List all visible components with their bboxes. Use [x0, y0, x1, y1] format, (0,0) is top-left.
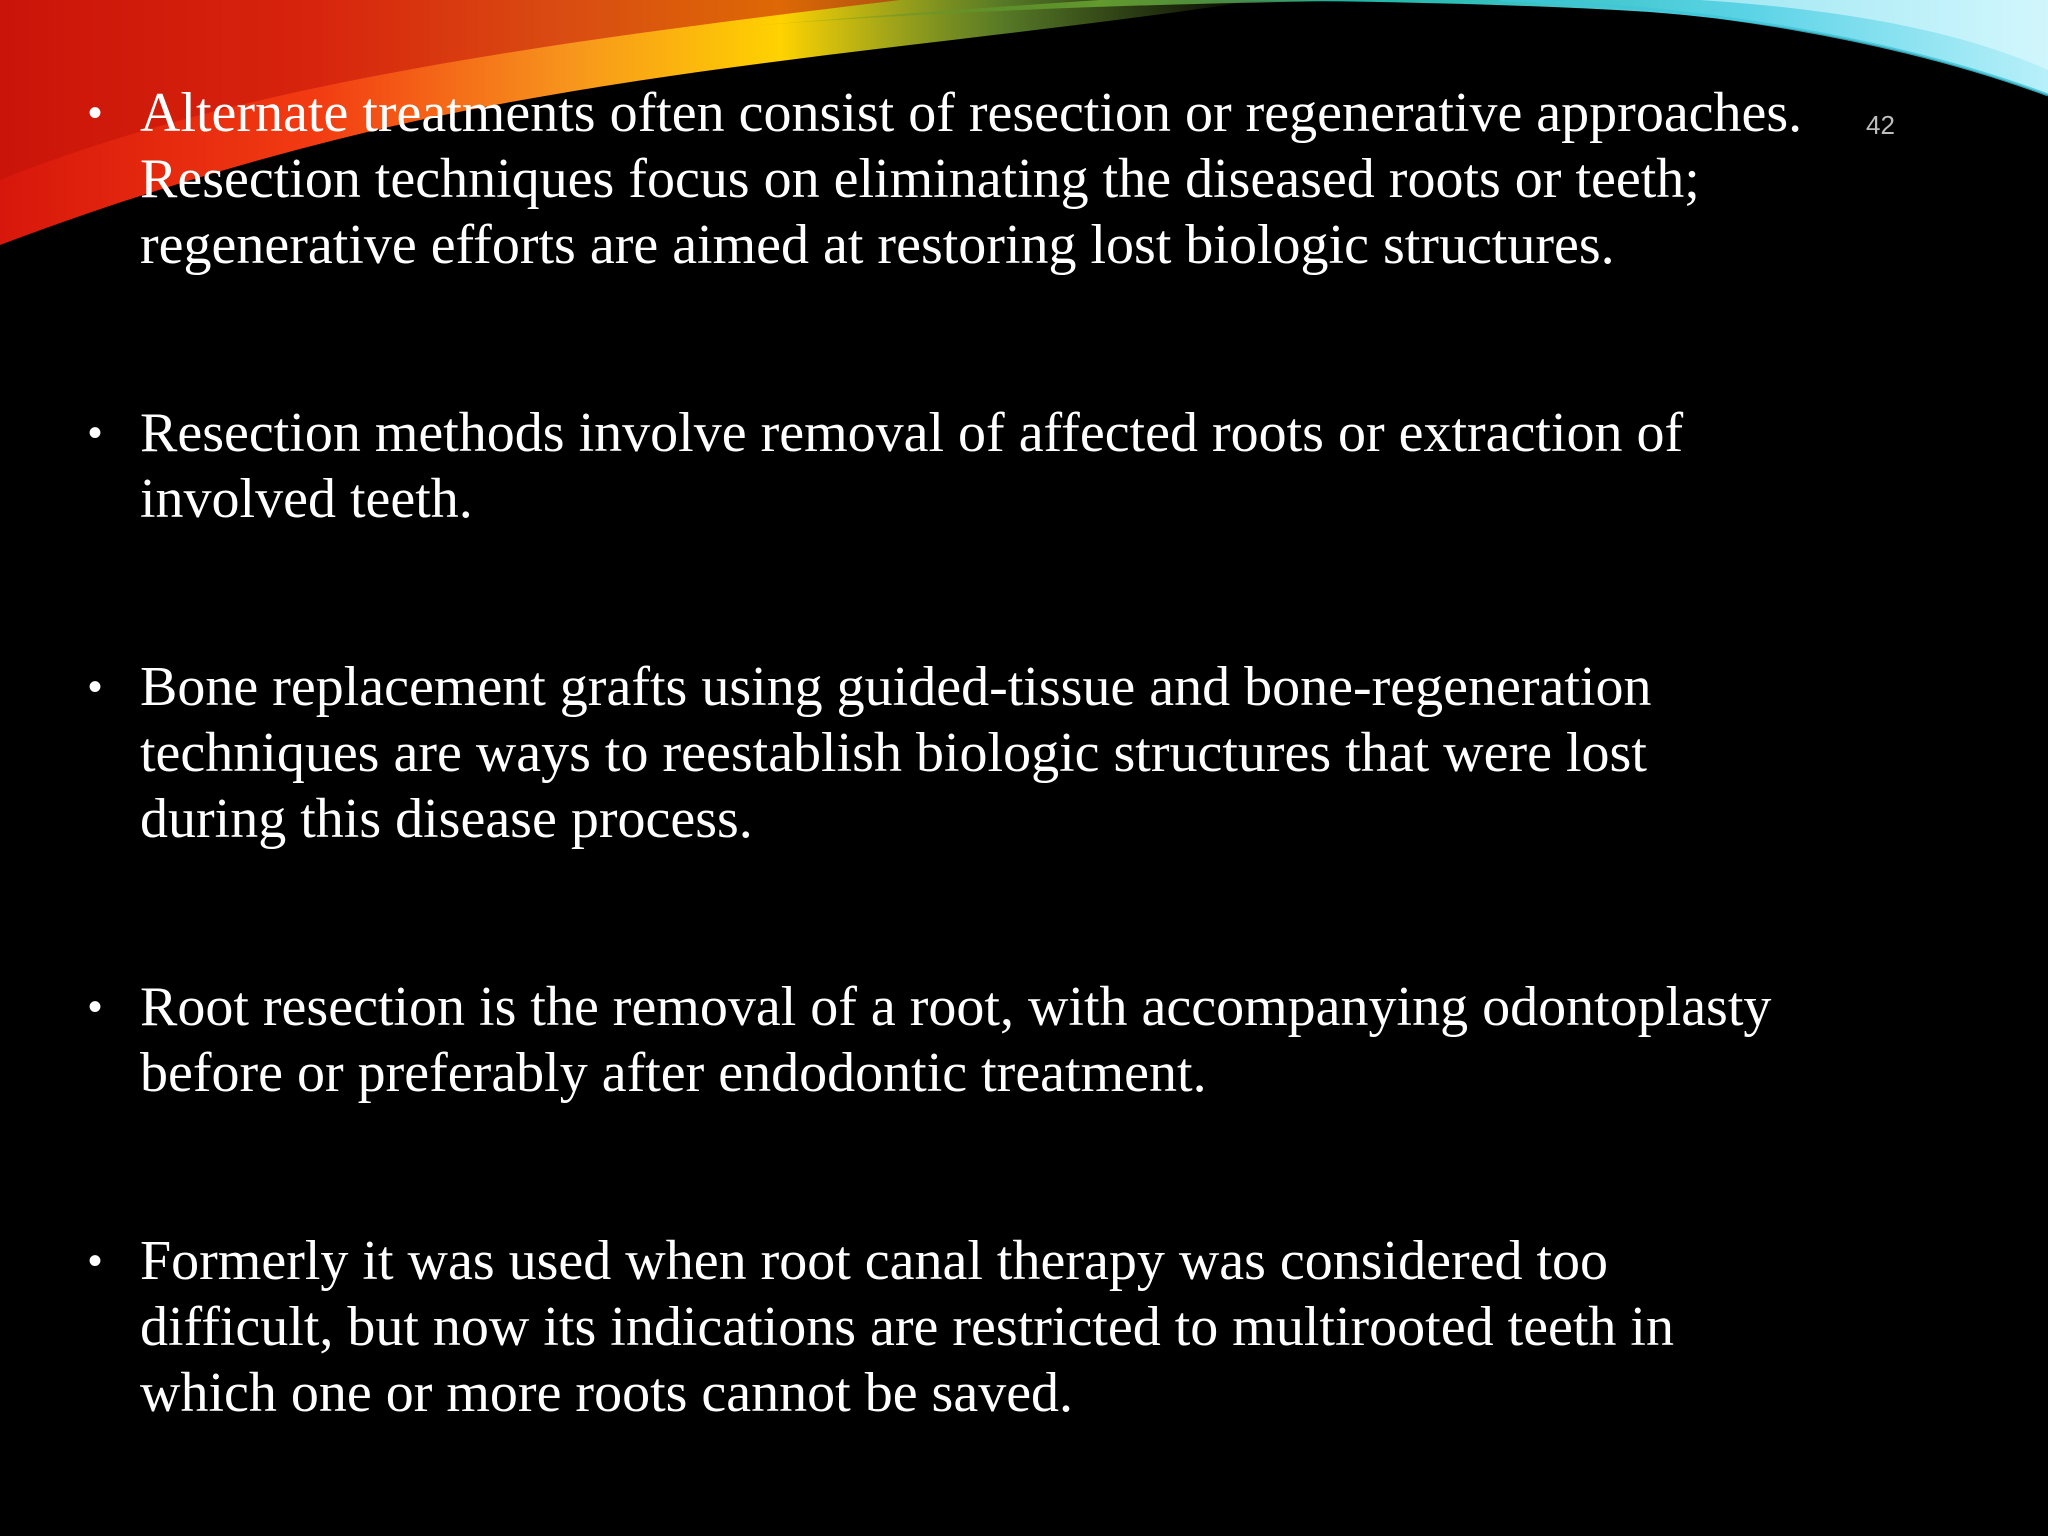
bullet-dot-icon: • — [88, 1239, 103, 1283]
bullet-list — [88, 80, 1988, 1426]
bullet-dot-icon: • — [88, 985, 103, 1029]
bullet-line: before or preferably after endodontic treatment. — [140, 1042, 1207, 1104]
bullet-item — [88, 974, 1988, 1106]
bullet-dot-icon: • — [88, 411, 103, 455]
bullet-item — [88, 80, 1988, 278]
bullet-item — [88, 400, 1988, 532]
bullet-line: regenerative efforts are aimed at restoring lost biologic structures. — [140, 214, 1615, 276]
bullet-line: techniques are ways to reestablish biologic structures that were lost — [140, 722, 1647, 784]
bullet-dot-icon: • — [88, 91, 103, 135]
bullet-line: Alternate treatments often consist of resection or regenerative approaches. — [140, 82, 1803, 144]
bullet-dot-icon: • — [88, 665, 103, 709]
bullet-line: involved teeth. — [140, 468, 473, 530]
bullet-line: difficult, but now its indications are restricted to multirooted teeth in — [140, 1296, 1674, 1358]
bullet-line: Resection techniques focus on eliminating the diseased roots or teeth; — [140, 148, 1700, 210]
bullet-line: during this disease process. — [140, 788, 753, 850]
bullet-line: Resection methods involve removal of affected roots or extraction of — [140, 402, 1684, 464]
bullet-line: which one or more roots cannot be saved. — [140, 1362, 1074, 1424]
bullet-line: Formerly it was used when root canal therapy was considered too — [140, 1230, 1609, 1292]
bullet-line: Bone replacement grafts using guided-tissue and bone-regeneration — [140, 656, 1652, 718]
bullet-line: Root resection is the removal of a root, with accompanying odontoplasty — [140, 976, 1772, 1038]
slide-number: 42 — [1866, 110, 1895, 140]
bullet-item — [88, 654, 1988, 852]
bullet-item — [88, 1228, 1988, 1426]
